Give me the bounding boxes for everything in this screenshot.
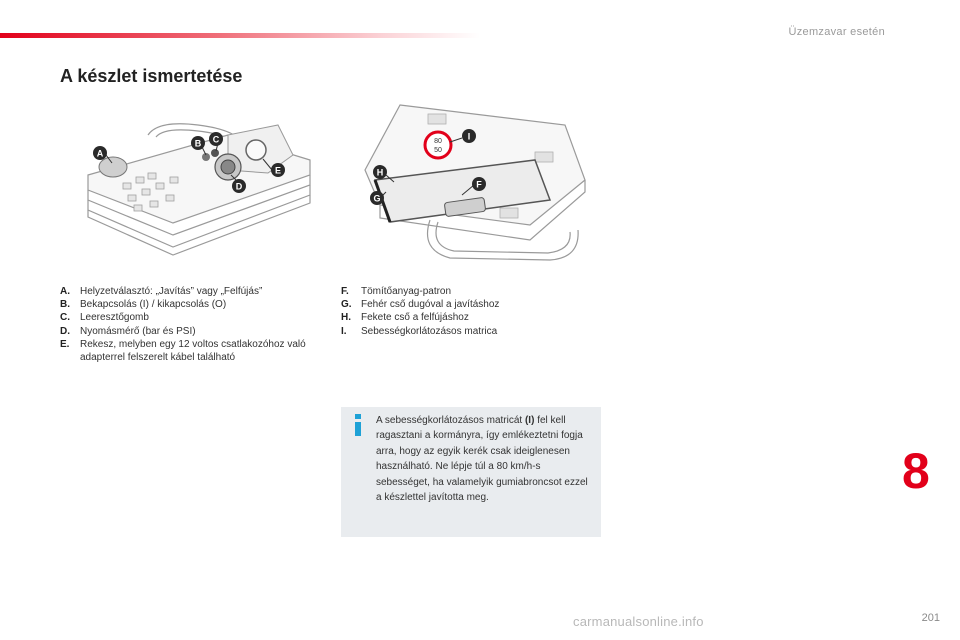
legend-key: G. <box>341 299 352 311</box>
note-text-part: A sebességkorlátozásos matricát <box>376 415 525 426</box>
note-text-bold: (I) <box>524 415 535 426</box>
svg-text:C: C <box>212 134 220 145</box>
callout-a <box>93 146 107 160</box>
page-number: 201 <box>921 612 940 624</box>
legend-item <box>60 298 325 311</box>
legend-right <box>341 285 601 338</box>
callout-e <box>271 163 285 177</box>
legend-text: Fekete cső a felfújáshoz <box>361 312 469 324</box>
legend-item <box>341 298 601 311</box>
svg-text:H: H <box>376 167 384 178</box>
callout-b <box>191 136 205 150</box>
kit-top-view-illustration <box>78 115 318 275</box>
sticker-bottom-value: 50 <box>434 147 442 154</box>
legend-key: A. <box>60 286 70 297</box>
legend-left <box>60 285 325 364</box>
legend-text: Bekapcsolás (I) / kikapcsolás (O) <box>80 299 227 311</box>
legend-text: Sebességkorlátozásos matrica <box>361 325 498 337</box>
callout-h <box>373 165 387 179</box>
callout-i <box>462 129 476 143</box>
legend-text: Nyomásmérő (bar és PSI) <box>80 325 196 337</box>
legend-key: B. <box>60 299 70 311</box>
svg-text:B: B <box>194 138 202 149</box>
legend-item <box>60 311 325 324</box>
legend-key: H. <box>341 312 351 324</box>
watermark: carmanualsonline.info <box>573 614 704 629</box>
legend-text: Helyzetválasztó: „Javítás” vagy „Felfújás” <box>80 286 263 297</box>
legend-text: Leeresztőgomb <box>80 312 149 324</box>
legend-key: C. <box>60 312 70 324</box>
legend-text: Fehér cső dugóval a javításhoz <box>361 299 500 311</box>
info-icon <box>351 413 365 437</box>
legend-key: I. <box>341 325 347 337</box>
sticker-top-value: 80 <box>434 138 442 145</box>
svg-text:A: A <box>96 148 104 159</box>
note-text-part: fel kell ragasztani a kormányra, így emlékeztetni fogja arra, hogy az egyik kerék csak ideiglenesen használható. Ne lépje túl a 80 km/h-s sebességet, ha valamelyik gumiabroncsot ezzel a készlettel javította meg. <box>376 415 588 504</box>
svg-text:E: E <box>274 165 282 176</box>
callout-g <box>370 191 384 205</box>
legend-key: E. <box>60 338 70 350</box>
legend-item <box>60 338 325 364</box>
legend-key: D. <box>60 325 70 337</box>
kit-underside-illustration <box>350 100 600 275</box>
legend-key: F. <box>341 286 349 297</box>
legend-item <box>341 325 601 338</box>
chapter-number: 8 <box>902 443 930 499</box>
legend-item <box>60 325 325 338</box>
legend-text: Rekesz, melyben egy 12 voltos csatlakozóhoz való adapterrel felszerelt kábel található <box>80 338 306 364</box>
svg-text:F: F <box>476 179 482 190</box>
page-title: A készlet ismertetése <box>60 66 243 86</box>
svg-text:G: G <box>373 193 381 204</box>
info-note-text <box>376 413 590 505</box>
info-note-box <box>341 407 601 537</box>
legend-item <box>60 285 325 298</box>
legend-text: Tömítőanyag-patron <box>361 286 452 297</box>
callout-f <box>472 177 486 191</box>
legend-item <box>341 285 601 298</box>
section-title: Üzemzavar esetén <box>788 26 885 38</box>
callout-d <box>232 179 246 193</box>
svg-text:I: I <box>467 131 471 142</box>
callout-c <box>209 132 223 146</box>
header-accent-bar <box>0 33 480 38</box>
svg-text:D: D <box>235 181 243 192</box>
legend-item <box>341 311 601 324</box>
